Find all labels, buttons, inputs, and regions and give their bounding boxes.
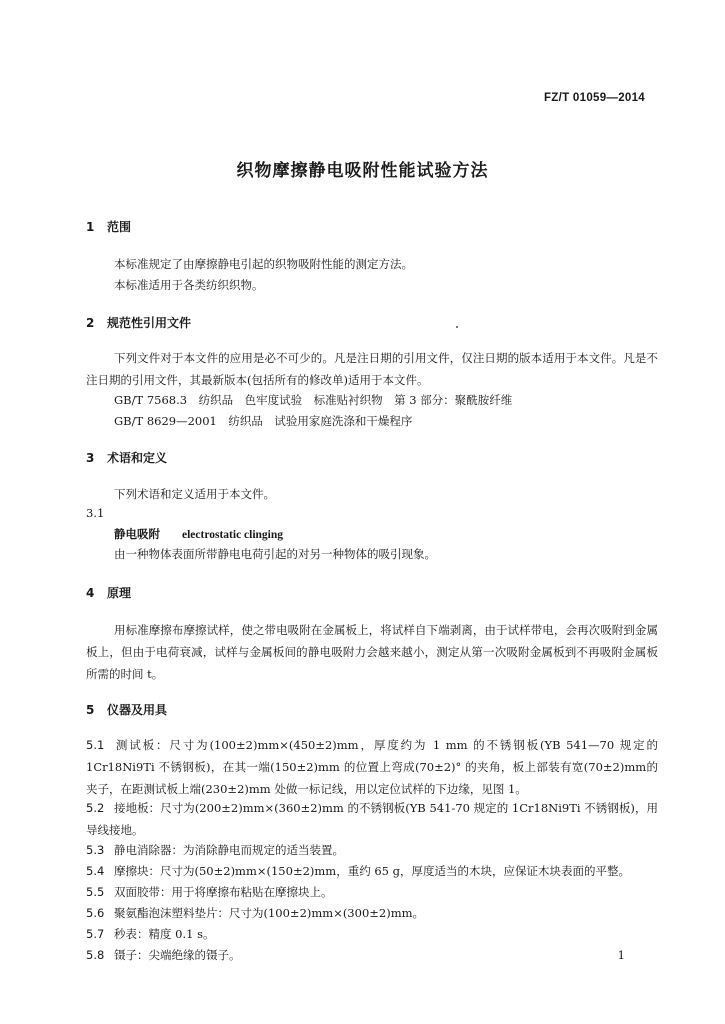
item-text: 双面胶带：用于将摩擦布粘贴在摩擦块上。 bbox=[114, 885, 333, 899]
item-5-6 bbox=[86, 902, 658, 924]
section-title: 原理 bbox=[107, 586, 132, 600]
section-4-heading bbox=[86, 584, 131, 601]
section-title: 范围 bbox=[107, 220, 132, 234]
section-2-heading bbox=[86, 314, 191, 331]
item-text: 静电消除器：为消除静电而规定的适当装置。 bbox=[114, 843, 344, 857]
section-5-heading bbox=[86, 701, 167, 718]
page-number: 1 bbox=[617, 948, 625, 962]
section-3-heading bbox=[86, 449, 167, 466]
reference-1: GB/T 7568.3 纺织品 色牢度试验 标准贴衬织物 第 3 部分：聚酰胺纤维 bbox=[114, 393, 513, 407]
section-number: 5 bbox=[86, 703, 95, 717]
item-number: 5.2 bbox=[86, 801, 105, 815]
term-number: 3.1 bbox=[86, 506, 105, 520]
item-number: 5.7 bbox=[86, 927, 105, 941]
item-text: 摩擦块：尺寸为(50±2)mm×(150±2)mm，重约 65 g，厚度适当的木块，应保证木块表面的平整。 bbox=[114, 864, 630, 878]
section-3-intro: 下列术语和定义适用于本文件。 bbox=[114, 487, 275, 501]
item-text: 测试板：尺寸为(100±2)mm×(450±2)mm，厚度约为 1 mm 的不锈钢板(YB 541—70 规定的 1Cr18Ni9Ti 不锈钢板)，在其一端(150±2)mm 的位置上弯成(70±2)° 的夹角，板上部装有宽(70±2)mm的夹子，在距测试板上端(230±2)mm 处做一标记线，用以定位试样的下边缘，见图 1。 bbox=[86, 738, 658, 796]
item-number: 5.5 bbox=[86, 885, 105, 899]
item-5-7 bbox=[86, 923, 658, 945]
item-5-1 bbox=[86, 734, 658, 800]
section-number: 4 bbox=[86, 586, 95, 600]
section-2-paragraph: 下列文件对于本文件的应用是必不可少的。凡是注日期的引用文件，仅注日期的版本适用于本文件。凡是不注日期的引用文件，其最新版本(包括所有的修改单)适用于本文件。 bbox=[86, 351, 658, 387]
item-5-5 bbox=[86, 881, 658, 903]
item-number: 5.6 bbox=[86, 906, 105, 920]
item-text: 聚氨酯泡沫塑料垫片：尺寸为(100±2)mm×(300±2)mm。 bbox=[114, 906, 425, 920]
item-number: 5.8 bbox=[86, 948, 105, 962]
item-text: 接地板：尺寸为(200±2)mm×(360±2)mm 的不锈钢板(YB 541-70 规定的 1Cr18Ni9Ti 不锈钢板)，用导线接地。 bbox=[86, 801, 658, 837]
section-number: 2 bbox=[86, 316, 95, 330]
section-number: 1 bbox=[86, 220, 95, 234]
term-chinese: 静电吸附 bbox=[114, 527, 160, 541]
term-definition: 由一种物体表面所带静电电荷引起的对另一种物体的吸引现象。 bbox=[114, 547, 436, 561]
term-english: electrostatic clinging bbox=[182, 529, 284, 541]
section-title: 仪器及用具 bbox=[107, 703, 168, 717]
reference-2: GB/T 8629—2001 纺织品 试验用家庭洗涤和干燥程序 bbox=[114, 414, 413, 428]
item-5-3 bbox=[86, 839, 658, 861]
item-number: 5.4 bbox=[86, 864, 105, 878]
item-5-2 bbox=[86, 797, 658, 841]
section-1-line-1: 本标准规定了由摩擦静电引起的织物吸附性能的测定方法。 bbox=[114, 257, 413, 271]
standard-code: FZ/T 01059—2014 bbox=[543, 92, 645, 104]
item-5-8 bbox=[86, 944, 566, 966]
section-4-paragraph: 用标准摩擦布摩擦试样，使之带电吸附在金属板上，将试样自下端剥离，由于试样带电，会再次吸附到金属板上，但由于电荷衰减，试样与金属板间的静电吸附力会越来越小，测定从第一次吸附金属板到不再吸附金属板所需的时间 t。 bbox=[86, 623, 658, 681]
section-title: 术语和定义 bbox=[107, 451, 168, 465]
section-1-heading bbox=[86, 218, 131, 235]
scan-speck bbox=[456, 326, 458, 328]
item-text: 镊子：尖端绝缘的镊子。 bbox=[114, 948, 241, 962]
section-1-line-2: 本标准适用于各类纺织织物。 bbox=[114, 278, 264, 292]
item-number: 5.3 bbox=[86, 843, 105, 857]
term-heading bbox=[114, 526, 283, 542]
section-title: 规范性引用文件 bbox=[107, 316, 192, 330]
section-number: 3 bbox=[86, 451, 95, 465]
document-title: 织物摩擦静电吸附性能试验方法 bbox=[236, 161, 489, 181]
item-text: 秒表：精度 0.1 s。 bbox=[114, 927, 215, 941]
item-5-4 bbox=[86, 860, 658, 882]
item-number: 5.1 bbox=[86, 738, 105, 752]
